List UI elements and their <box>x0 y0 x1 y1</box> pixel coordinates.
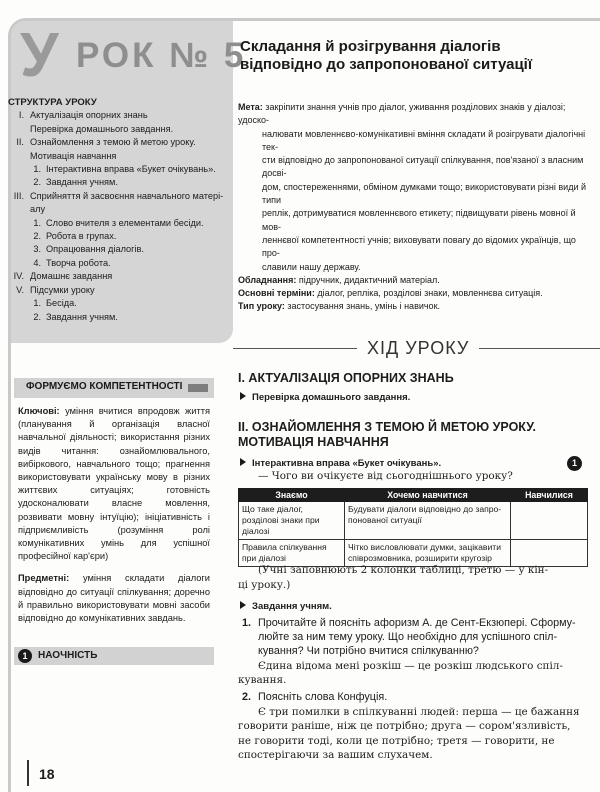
task-1-number: 1. <box>242 617 252 629</box>
competence-marker <box>188 384 208 392</box>
table-cell: Що таке діалог, розділові знаки при діалозі <box>239 502 345 540</box>
lesson-progress-title: ХІД УРОКУ <box>357 338 479 359</box>
key-competence <box>18 405 210 563</box>
competence-text <box>18 405 210 634</box>
tasks-label: Завдання учням. <box>252 601 332 612</box>
goal-line <box>238 261 590 274</box>
structure-item <box>8 217 228 230</box>
table-note-line: ці уроку.) <box>238 579 291 591</box>
task-1-line: кування? Чи потрібно вчитися спілкуванню? <box>258 645 479 658</box>
structure-item-text: алу <box>30 204 46 215</box>
goal-line <box>238 128 590 155</box>
visual-title: НАОЧНІСТЬ <box>38 650 98 661</box>
structure-item-text: Робота в групах. <box>46 231 117 242</box>
structure-item <box>8 243 228 256</box>
confucius-line: говорити раніше, ніж це потрібно; друга — сором'язливість, <box>238 720 571 733</box>
terms-text: діалог, репліка, розділові знаки, мовленнєва ситуація. <box>317 288 543 299</box>
goal-text: дом, спостереженнями, обміном думками тощо; використовувати різні види й типи <box>262 181 587 206</box>
structure-item-text: Інтерактивна вправа «Букет очікувань». <box>46 164 216 175</box>
task-2-text: Поясніть слова Конфуція. <box>258 691 388 703</box>
goal-line <box>238 154 590 181</box>
goal-label: Мета: <box>238 102 263 112</box>
structure-item-number: IV. <box>13 271 24 282</box>
structure-item-text: Завдання учням. <box>46 177 118 188</box>
structure-item-number: 3. <box>33 244 41 255</box>
structure-item <box>8 230 228 243</box>
structure-item-text: Сприйняття й засвоєння навчального матері- <box>30 190 224 201</box>
exercise-number-badge: 1 <box>567 456 582 471</box>
structure-item-text: Підсумки уроку <box>30 284 95 295</box>
expectations-table <box>238 488 588 567</box>
key-text: уміння вчитися впродовж життя (планування й організація власної навчальної діяльності; використання різних видів читання: ознайомлювального, вибіркового, навчального тощо; прагнення використовувати українську мову в різних життєвих ситуаціях; готовність удосконалювати власне мовлення, розвивати мовну інтуїцію); ініціативність і підприємливість (розуміння ролі комунікативних умінь для успішної професійної кар'єри) <box>18 406 211 562</box>
structure-item-text: Творча робота. <box>46 257 111 268</box>
structure-title: СТРУКТУРА УРОКУ <box>8 97 97 108</box>
triangle-bullet-icon <box>240 601 246 609</box>
goal-line <box>238 234 590 261</box>
terms-label: Основні терміни: <box>238 288 315 299</box>
page-number-rule <box>27 760 29 786</box>
structure-item <box>8 109 228 122</box>
type-text: застосування знань, умінь і навичок. <box>287 301 441 312</box>
structure-item-text: Домашнє завдання <box>30 271 113 282</box>
structure-item-number: 2. <box>33 311 41 322</box>
structure-item-text: Опрацювання діалогів. <box>46 244 144 255</box>
visual-number-badge: 1 <box>18 649 32 663</box>
goal-text: закріпити знання учнів про діалог, уживання розділових знаків у діалозі; удоско- <box>238 102 566 126</box>
equipment <box>238 274 590 287</box>
confucius-line: спостерігаючи за вашим слухачем. <box>238 749 433 762</box>
structure-item-text: Слово вчителя з елементами бесіди. <box>46 217 204 228</box>
confucius-line: Є три помилки в спілкуванні людей: перша — це бажання <box>258 706 580 718</box>
structure-item <box>8 284 228 297</box>
goal-line <box>238 101 590 128</box>
lesson-topic <box>240 38 592 74</box>
structure-item-number: ІІ. <box>16 137 24 148</box>
key-label: Ключові: <box>18 406 60 416</box>
goal-line <box>238 181 590 208</box>
structure-item <box>8 297 228 310</box>
task-1-line: Прочитайте й поясніть афоризм А. де Сент-Екзюпері. Сформу- <box>258 617 576 629</box>
lesson-type <box>238 300 590 313</box>
goal <box>238 101 590 274</box>
task-2-number: 2. <box>242 691 252 703</box>
structure-item-text: Завдання учням. <box>46 311 118 322</box>
structure-item <box>8 311 228 324</box>
goal-text: славили нашу державу. <box>262 261 361 272</box>
tasks-heading <box>240 601 332 612</box>
homework-check-label: Перевірка домашнього завдання. <box>252 392 411 403</box>
goal-text: леннєвої компетентності учнів; виховувати повагу до відомих українців, що про- <box>262 234 576 259</box>
lesson-meta <box>238 101 590 314</box>
subject-label: Предметні: <box>18 573 70 584</box>
structure-item-number: 1. <box>33 298 41 309</box>
structure-item-number: 2. <box>33 231 41 242</box>
section-2-title <box>238 420 536 450</box>
table-cell: Правила спілкування при діалозі <box>239 540 345 567</box>
page-number: 18 <box>39 766 55 782</box>
competence-title: ФОРМУЄМО КОМПЕТЕНТНОСТІ <box>26 381 183 392</box>
structure-item-number: 2. <box>33 177 41 188</box>
quote-line: кування. <box>238 674 287 686</box>
equipment-text: підручник, дидактичний матеріал. <box>298 274 440 285</box>
exercise-heading <box>240 458 441 469</box>
structure-item-number: 1. <box>33 217 41 228</box>
structure-item-number: І. <box>18 110 24 121</box>
structure-item-text: Перевірка домашнього завдання. <box>30 123 174 134</box>
structure-item-number: 1. <box>33 164 41 175</box>
task-1-line: люйте за ним тему уроку. Що необхідно для успішного спіл- <box>258 631 558 644</box>
section-2-line: ІІ. ОЗНАЙОМЛЕННЯ З ТЕМОЮ Й МЕТОЮ УРОКУ. <box>238 420 536 434</box>
lesson-structure <box>8 96 228 324</box>
goal-text: сти відповідно до запропонованої ситуації спілкування, пов'язаної з власним досві- <box>262 155 584 179</box>
goal-text: реплік, дотримуватися мовленнєвого етикету; підвищувати рівень мовної й мов- <box>262 208 576 232</box>
structure-item-number: V. <box>16 284 24 295</box>
table-header: Знаємо <box>239 489 345 502</box>
section-2-line: МОТИВАЦІЯ НАВЧАННЯ <box>238 435 389 449</box>
homework-check <box>240 392 410 403</box>
table-row <box>239 502 588 540</box>
structure-item <box>8 203 228 216</box>
topic-line: Складання й розігрування діалогів <box>240 38 501 55</box>
goal-text: налювати мовленнєво-комунікативні вміння складати й розігрувати діалогічні тек- <box>262 128 586 152</box>
structure-item-text: Актуалізація опорних знань <box>30 110 148 121</box>
structure-item <box>8 150 228 163</box>
exercise-label: Інтерактивна вправа «Букет очікувань». <box>252 458 442 469</box>
structure-item <box>8 190 228 203</box>
structure-item-number: 4. <box>33 257 41 268</box>
quote-line: Єдина відома мені розкіш — це розкіш людського спіл- <box>258 660 563 672</box>
structure-item-text: Ознайомлення з темою й метою уроку. <box>30 137 196 148</box>
lesson-heading <box>18 21 247 90</box>
subject-competence <box>18 572 210 625</box>
goal-line <box>238 207 590 234</box>
table-cell <box>511 502 588 540</box>
structure-item <box>8 257 228 270</box>
lesson-initial: У <box>20 21 59 90</box>
triangle-bullet-icon <box>240 392 246 400</box>
confucius-line: не говорити тоді, коли це потрібно; третя — говорити, не <box>238 734 555 747</box>
structure-item-text: Бесіда. <box>46 298 77 309</box>
structure-item <box>8 270 228 283</box>
structure-item-text: Мотивація навчання <box>30 150 117 161</box>
confucius-quote <box>238 705 592 763</box>
triangle-bullet-icon <box>240 458 246 466</box>
structure-item <box>8 123 228 136</box>
table-header: Хочемо навчитися <box>345 489 511 502</box>
table-note-line: (Учні заповнюють 2 колонки таблиці, третю — у кін- <box>258 564 549 576</box>
structure-item <box>8 136 228 149</box>
equipment-label: Обладнання: <box>238 274 297 285</box>
table-cell: Чітко висловлювати думки, зацікавити співрозмовника, розширити кругозір <box>345 540 511 567</box>
topic-line: відповідно до запропонованої ситуації <box>240 56 533 73</box>
table-header: Навчилися <box>511 489 588 502</box>
table-cell: Будувати діалоги відповідно до запро-понованої ситуації <box>345 502 511 540</box>
structure-item <box>8 176 228 189</box>
subject-text: уміння складати діалоги відповідно до ситуації спілкування; доречно й правильно використовувати мовні засоби відповідно до комунікативних завдань. <box>18 573 210 624</box>
structure-item <box>8 163 228 176</box>
section-1-title: І. АКТУАЛІЗАЦІЯ ОПОРНИХ ЗНАНЬ <box>238 371 454 385</box>
exercise-question: — Чого ви очікуєте від сьогоднішнього уроку? <box>258 470 513 482</box>
lesson-number: РОК № 5 <box>76 36 247 75</box>
task-1-text <box>258 616 592 659</box>
type-label: Тип уроку: <box>238 301 285 312</box>
terms <box>238 287 590 300</box>
structure-item-number: ІІІ. <box>13 190 24 201</box>
